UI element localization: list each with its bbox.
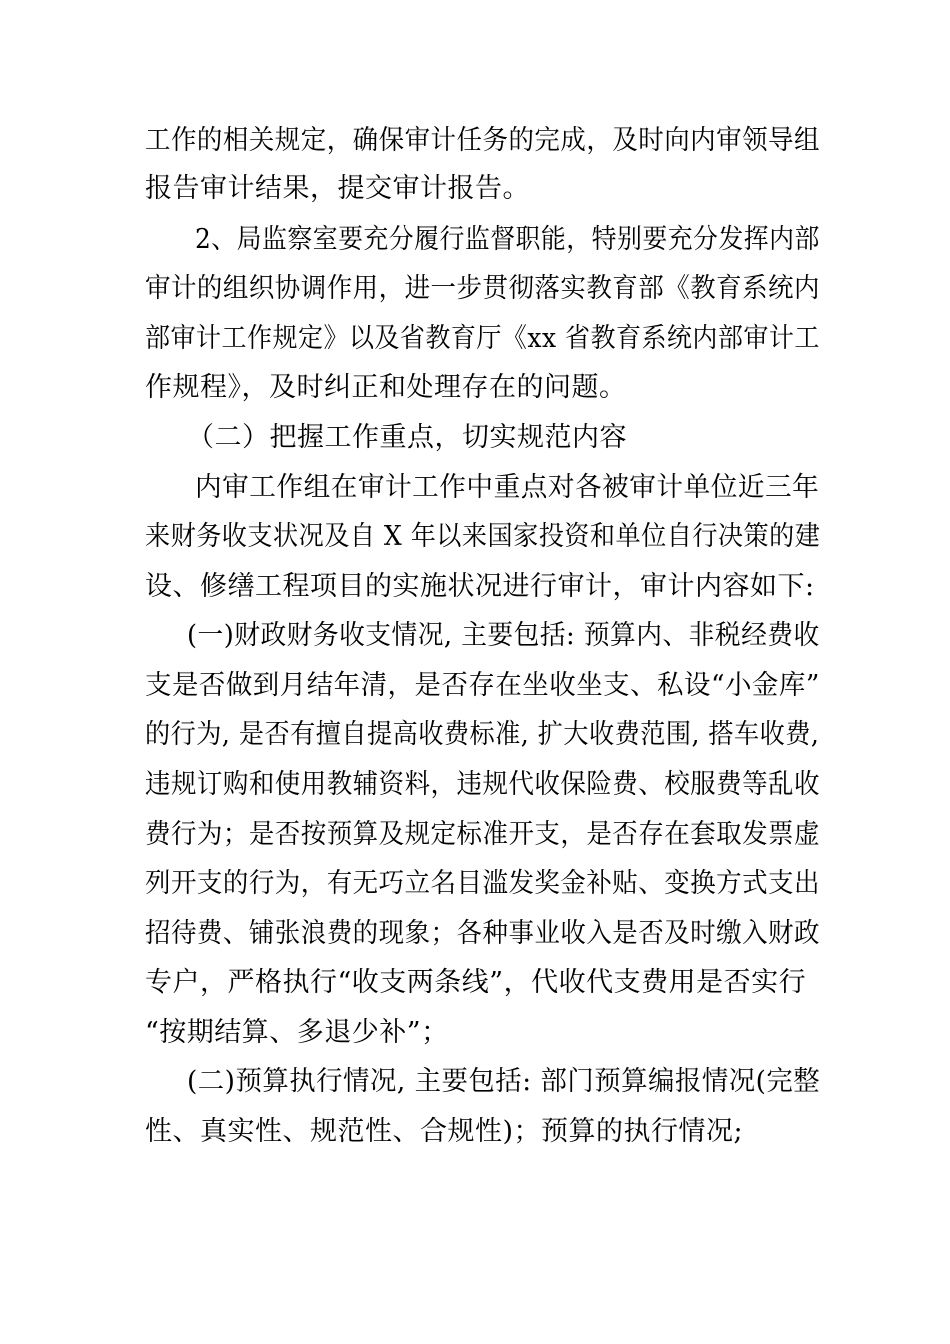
paragraph-line: 的行为, 是否有擅自提高收费标准, 扩大收费范围, 搭车收费, (145, 719, 820, 750)
paragraph-line: “按期结算、多退少补”； (145, 1017, 449, 1048)
paragraph-line: 内审工作组在审计工作中重点对各被审计单位近三年 (195, 472, 820, 503)
paragraph-line: 部审计工作规定》以及省教育厅《xx 省教育系统内部审计工 (145, 323, 820, 354)
paragraph-line: 违规订购和使用教辅资料，违规代收保险费、校服费等乱收 (145, 769, 820, 800)
paragraph-line: 支是否做到月结年清，是否存在坐收坐支、私设“小金库” (145, 670, 820, 701)
paragraph-line: 报告审计结果，提交审计报告。 (145, 173, 530, 204)
paragraph-line: 设、修缮工程项目的实施状况进行审计，审计内容如下: (145, 571, 815, 602)
paragraph-line: 性、真实性、规范性、合规性)；预算的执行情况; (145, 1116, 744, 1147)
paragraph-line: 作规程》，及时纠正和处理存在的问题。 (145, 372, 627, 403)
paragraph-line: 来财务收支状况及自 X 年以来国家投资和单位自行决策的建 (145, 521, 821, 552)
paragraph-line: 工作的相关规定，确保审计任务的完成，及时向内审领导组 (145, 125, 820, 156)
paragraph-line: 招待费、铺张浪费的现象；各种事业收入是否及时缴入财政 (145, 918, 820, 949)
paragraph-line: 费行为；是否按预算及规定标准开支，是否存在套取发票虚 (145, 819, 820, 850)
paragraph-line: (二)预算执行情况, 主要包括: 部门预算编报情况(完整 (187, 1066, 821, 1097)
section-heading: （二）把握工作重点，切实规范内容 (187, 422, 627, 453)
paragraph-line: 2、局监察室要充分履行监督职能，特别要充分发挥内部 (195, 224, 820, 255)
paragraph-line: 列开支的行为，有无巧立名目滥发奖金补贴、变换方式支出 (145, 868, 820, 899)
paragraph-line: 专户，严格执行“收支两条线”，代收代支费用是否实行 (145, 967, 807, 998)
paragraph-line: (一)财政财务收支情况, 主要包括: 预算内、非税经费收 (187, 620, 820, 651)
paragraph-line: 审计的组织协调作用，进一步贯彻落实教育部《教育系统内 (145, 273, 820, 304)
